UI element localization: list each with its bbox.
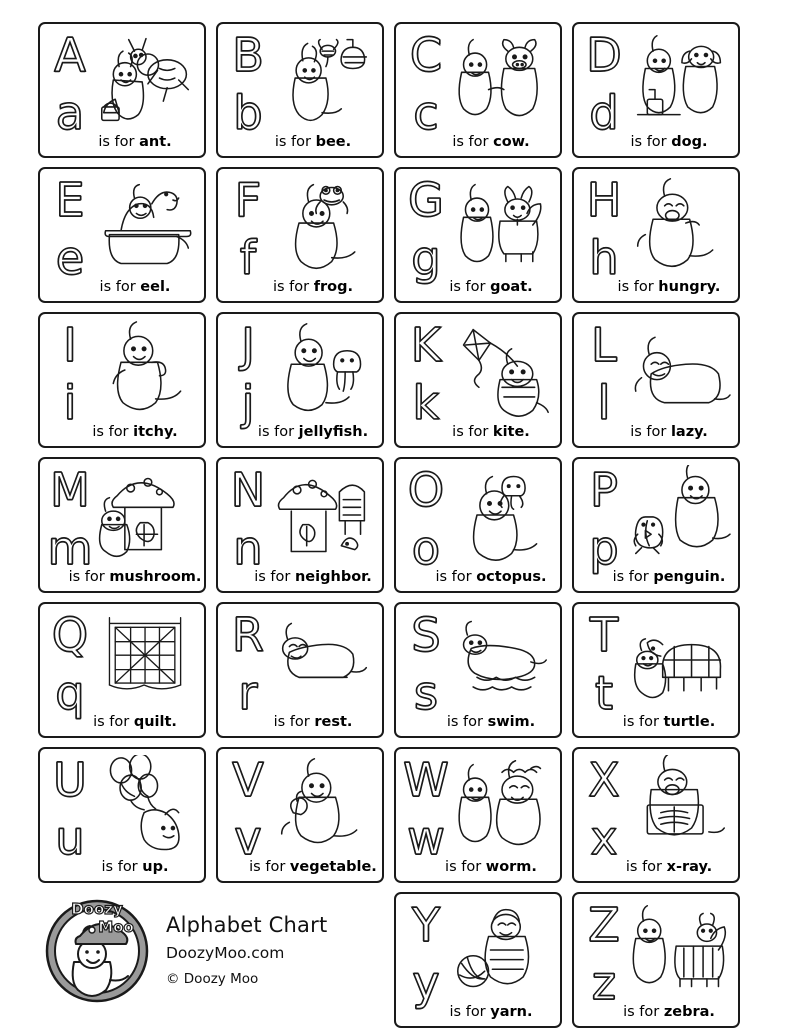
- alphabet-card-q[interactable]: [38, 602, 206, 738]
- penguin-illustration: [626, 465, 734, 565]
- card-word: lazy.: [670, 424, 708, 440]
- alphabet-card-h[interactable]: [572, 167, 740, 303]
- uppercase-letter: P: [590, 463, 618, 517]
- card-caption: [396, 714, 560, 730]
- lowercase-letter: c: [413, 86, 439, 140]
- svg-text:Doozy: Doozy: [71, 899, 123, 918]
- is-for-text: is for: [435, 569, 472, 585]
- card-caption: [396, 569, 560, 585]
- is-for-text: is for: [68, 569, 105, 585]
- lowercase-letter: x: [590, 811, 618, 865]
- card-caption: [396, 859, 560, 875]
- card-caption: [218, 714, 382, 730]
- is-for-text: is for: [630, 134, 667, 150]
- alphabet-grid: [38, 22, 782, 1028]
- uppercase-letter: H: [586, 173, 622, 227]
- card-caption: [218, 424, 382, 440]
- card-word: quilt.: [133, 714, 177, 730]
- lowercase-letter: j: [241, 376, 255, 430]
- card-word: eel.: [140, 279, 171, 295]
- lowercase-letter: u: [55, 811, 85, 865]
- vegetable-illustration: [270, 755, 378, 855]
- card-caption: [218, 859, 382, 875]
- alphabet-card-l[interactable]: [572, 312, 740, 448]
- card-word: turtle.: [663, 714, 716, 730]
- is-for-text: is for: [254, 569, 291, 585]
- lowercase-letter: i: [63, 376, 77, 430]
- lowercase-letter: t: [594, 666, 614, 720]
- alphabet-card-o[interactable]: [394, 457, 562, 593]
- lowercase-letter: n: [233, 521, 263, 575]
- card-caption: [396, 424, 560, 440]
- card-caption: [40, 569, 204, 585]
- card-word: neighbor.: [294, 569, 372, 585]
- jellyfish-illustration: [270, 320, 378, 420]
- is-for-text: is for: [617, 279, 654, 295]
- uppercase-letter: O: [407, 463, 445, 517]
- dog-illustration: [626, 30, 734, 130]
- uppercase-letter: R: [232, 608, 264, 662]
- yarn-illustration: [448, 900, 556, 1000]
- alphabet-card-v[interactable]: [216, 747, 384, 883]
- alphabet-card-j[interactable]: [216, 312, 384, 448]
- uppercase-letter: V: [232, 753, 264, 807]
- lowercase-letter: w: [407, 811, 445, 865]
- card-caption: [396, 279, 560, 295]
- kite-illustration: [448, 320, 556, 420]
- card-caption: [574, 1004, 738, 1020]
- card-caption: [574, 279, 738, 295]
- card-word: cow.: [493, 134, 530, 150]
- lazy-illustration: [626, 320, 734, 420]
- alphabet-card-d[interactable]: [572, 22, 740, 158]
- uppercase-letter: Q: [51, 608, 89, 662]
- card-word: worm.: [485, 859, 537, 875]
- lowercase-letter: p: [589, 521, 619, 575]
- card-word: jellyfish.: [298, 424, 369, 440]
- ant-illustration: [92, 30, 200, 130]
- is-for-text: is for: [101, 859, 138, 875]
- uppercase-letter: W: [403, 753, 449, 807]
- turtle-illustration: [626, 610, 734, 710]
- card-caption: [574, 714, 738, 730]
- bee-illustration: [270, 30, 378, 130]
- uppercase-letter: Z: [588, 898, 620, 952]
- rest-illustration: [270, 610, 378, 710]
- svg-text:Moo: Moo: [98, 917, 134, 936]
- uppercase-letter: M: [50, 463, 90, 517]
- card-caption: [218, 279, 382, 295]
- alphabet-card-n[interactable]: [216, 457, 384, 593]
- lowercase-letter: m: [47, 521, 93, 575]
- lowercase-letter: z: [591, 956, 617, 1010]
- card-caption: [40, 279, 204, 295]
- alphabet-card-i[interactable]: [38, 312, 206, 448]
- card-word: yarn.: [490, 1004, 533, 1020]
- uppercase-letter: G: [408, 173, 444, 227]
- is-for-text: is for: [445, 859, 482, 875]
- alphabet-card-g[interactable]: [394, 167, 562, 303]
- uppercase-letter: I: [63, 318, 77, 372]
- uppercase-letter: D: [586, 28, 622, 82]
- is-for-text: is for: [449, 279, 486, 295]
- card-caption: [40, 859, 204, 875]
- lowercase-letter: d: [589, 86, 619, 140]
- alphabet-card-t[interactable]: [572, 602, 740, 738]
- uppercase-letter: Y: [411, 898, 441, 952]
- uppercase-letter: E: [55, 173, 85, 227]
- card-word: x-ray.: [666, 859, 713, 875]
- itchy-illustration: [92, 320, 200, 420]
- uppercase-letter: U: [53, 753, 87, 807]
- card-caption: [218, 569, 382, 585]
- card-word: hungry.: [658, 279, 721, 295]
- card-word: up.: [142, 859, 169, 875]
- card-word: dog.: [671, 134, 708, 150]
- card-word: bee.: [315, 134, 352, 150]
- alphabet-card-f[interactable]: [216, 167, 384, 303]
- uppercase-letter: N: [230, 463, 266, 517]
- xray-illustration: [626, 755, 734, 855]
- is-for-text: is for: [273, 714, 310, 730]
- uppercase-letter: K: [410, 318, 442, 372]
- alphabet-card-u[interactable]: [38, 747, 206, 883]
- card-word: itchy.: [133, 424, 178, 440]
- is-for-text: is for: [623, 1004, 660, 1020]
- lowercase-letter: y: [412, 956, 440, 1010]
- card-word: kite.: [492, 424, 530, 440]
- card-caption: [218, 134, 382, 150]
- frog-illustration: [270, 175, 378, 275]
- octopus-illustration: [448, 465, 556, 565]
- alphabet-card-w[interactable]: [394, 747, 562, 883]
- card-word: zebra.: [663, 1004, 715, 1020]
- alphabet-card-a[interactable]: [38, 22, 206, 158]
- lowercase-letter: o: [411, 521, 441, 575]
- alphabet-card-m[interactable]: [38, 457, 206, 593]
- lowercase-letter: q: [55, 666, 85, 720]
- uppercase-letter: C: [409, 28, 443, 82]
- is-for-text: is for: [257, 424, 295, 440]
- mushroom-illustration: [92, 465, 200, 565]
- card-word: mushroom.: [109, 569, 202, 585]
- copyright-notice: © Doozy Moo: [166, 970, 259, 987]
- card-word: frog.: [313, 279, 354, 295]
- uppercase-letter: B: [232, 28, 264, 82]
- card-caption: [396, 134, 560, 150]
- alphabet-card-e[interactable]: [38, 167, 206, 303]
- is-for-text: is for: [92, 424, 129, 440]
- lowercase-letter: l: [597, 376, 611, 430]
- alphabet-card-s[interactable]: [394, 602, 562, 738]
- card-caption: [574, 424, 738, 440]
- lowercase-letter: a: [55, 86, 85, 140]
- uppercase-letter: T: [589, 608, 619, 662]
- alphabet-card-x[interactable]: [572, 747, 740, 883]
- is-for-text: is for: [449, 1004, 486, 1020]
- alphabet-card-c[interactable]: [394, 22, 562, 158]
- card-caption: [574, 569, 738, 585]
- card-caption: [574, 859, 738, 875]
- brand-block: [38, 884, 388, 1009]
- uppercase-letter: F: [234, 173, 262, 227]
- alphabet-card-p[interactable]: [572, 457, 740, 593]
- is-for-text: is for: [249, 859, 286, 875]
- quilt-illustration: [92, 610, 200, 710]
- uppercase-letter: L: [591, 318, 617, 372]
- lowercase-letter: g: [411, 231, 441, 285]
- is-for-text: is for: [625, 859, 663, 875]
- card-word: swim.: [487, 714, 536, 730]
- is-for-text: is for: [452, 134, 489, 150]
- card-word: goat.: [490, 279, 533, 295]
- lowercase-letter: r: [238, 666, 258, 720]
- is-for-text: is for: [272, 279, 310, 295]
- lowercase-letter: f: [239, 231, 257, 285]
- uppercase-letter: X: [588, 753, 620, 807]
- is-for-text: is for: [274, 134, 311, 150]
- card-caption: [40, 714, 204, 730]
- lowercase-letter: k: [412, 376, 440, 430]
- website-url: DoozyMoo.com: [166, 943, 285, 962]
- is-for-text: is for: [98, 134, 135, 150]
- swim-illustration: [448, 610, 556, 710]
- is-for-text: is for: [99, 279, 136, 295]
- alphabet-card-r[interactable]: [216, 602, 384, 738]
- is-for-text: is for: [93, 714, 130, 730]
- is-for-text: is for: [446, 714, 483, 730]
- lowercase-letter: s: [414, 666, 438, 720]
- lowercase-letter: h: [589, 231, 619, 285]
- card-word: vegetable.: [289, 859, 377, 875]
- card-caption: [40, 134, 204, 150]
- uppercase-letter: A: [54, 28, 86, 82]
- is-for-text: is for: [612, 569, 649, 585]
- up-balloons-illustration: [92, 755, 200, 855]
- card-word: ant.: [139, 134, 172, 150]
- card-caption: [396, 1004, 560, 1020]
- uppercase-letter: S: [411, 608, 441, 662]
- lowercase-letter: e: [55, 231, 85, 285]
- goat-illustration: [448, 175, 556, 275]
- uppercase-letter: J: [241, 318, 255, 372]
- card-word: penguin.: [653, 569, 726, 585]
- is-for-text: is for: [630, 424, 667, 440]
- alphabet-card-z[interactable]: [572, 892, 740, 1028]
- lowercase-letter: v: [234, 811, 262, 865]
- card-word: rest.: [314, 714, 353, 730]
- lowercase-letter: b: [233, 86, 263, 140]
- hungry-illustration: [626, 175, 734, 275]
- eel-illustration: [92, 175, 200, 275]
- cow-illustration: [448, 30, 556, 130]
- is-for-text: is for: [622, 714, 659, 730]
- alphabet-card-b[interactable]: [216, 22, 384, 158]
- brand-text: [166, 907, 327, 987]
- worm-illustration: [448, 755, 556, 855]
- neighbor-illustration: [270, 465, 378, 565]
- card-word: octopus.: [476, 569, 547, 585]
- chart-title: Alphabet Chart: [166, 912, 328, 937]
- alphabet-card-y[interactable]: [394, 892, 562, 1028]
- doozy-moo-logo[interactable]: [38, 888, 156, 1006]
- card-caption: [574, 134, 738, 150]
- zebra-illustration: [626, 900, 734, 1000]
- is-for-text: is for: [452, 424, 489, 440]
- card-caption: [40, 424, 204, 440]
- alphabet-card-k[interactable]: [394, 312, 562, 448]
